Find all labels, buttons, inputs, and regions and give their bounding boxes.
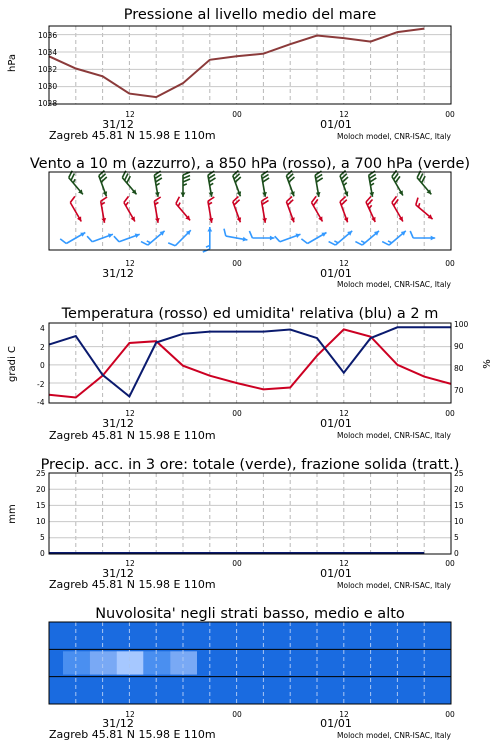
temperature-line [49,329,451,397]
temperature-xtick: 00 [232,409,242,418]
barb-feather [73,179,75,183]
barb-head [181,193,186,198]
precip-ylabel: mm [7,504,18,524]
humidity-ylabel: % [482,359,493,369]
location-label: Zagreb 45.81 N 15.98 E 110m [49,429,216,442]
precip-xtick: 12 [125,559,135,568]
model-credit: Moloch model, CNR-ISAC, Italy [337,581,451,590]
cloud-cell [117,651,144,674]
precip-ytick: 20 [36,485,46,494]
pressure-panel [7,7,455,142]
wind-date: 31/12 [102,267,134,280]
barb-feather [275,236,280,242]
clouds-title: Nuvolosita' negli strati basso, medio e alto [95,606,405,622]
temperature-date: 31/12 [102,417,134,430]
precip-date: 01/01 [320,567,352,580]
pressure-xtick: 00 [232,110,242,119]
pressure-grid [49,26,451,104]
precip-y-ticks [36,469,46,558]
precip-ytick: 15 [36,501,46,510]
wind-barb-10m [249,231,274,240]
precip-ytick-right: 15 [454,501,464,510]
barb-feather [147,241,151,243]
precip-ytick: 10 [36,517,46,526]
location-label: Zagreb 45.81 N 15.98 E 110m [49,129,216,142]
barb-feather [156,183,160,185]
wind-barb-10m [355,231,379,245]
wind-panel [30,156,470,289]
precip-xtick: 00 [232,559,242,568]
pressure-ytick: 1032 [38,65,58,74]
wind-barb-10m [60,233,85,244]
temperature-xtick: 00 [445,409,455,418]
pressure-date: 01/01 [320,118,352,131]
barb-feather [60,239,66,244]
barb-feather [382,242,389,246]
wind-barb-700 [262,171,270,197]
barb-feather [361,241,365,243]
wind-barb-10m [301,233,326,244]
clouds-xtick: 00 [445,710,455,719]
barb-feather [101,197,107,201]
wind-barb-10m [87,234,113,242]
temperature-ytick: 2 [40,343,45,352]
pressure-ytick: 1034 [38,48,58,57]
cloud-cell [170,651,197,674]
pressure-ytick: 1030 [38,82,58,91]
pressure-title: Pressione al livello medio del mare [123,7,377,23]
temperature-grid [49,323,451,403]
wind-title: Vento a 10 m (azzurro), a 850 hPa (rosso), a 700 hPa (verde) [29,156,471,172]
barb-feather [183,179,190,182]
precip-ytick-right: 20 [454,485,464,494]
barb-feather [87,236,92,242]
wind-xtick: 12 [125,259,135,268]
cloud-cell [143,651,170,674]
barb-feather [168,243,175,246]
barb-feather [154,197,160,201]
precip-frame [49,473,451,554]
barb-feather [71,174,74,181]
precip-ytick-right: 0 [454,549,459,558]
barb-feather [371,183,375,185]
barb-feather [124,196,129,202]
humidity-ytick: 100 [454,320,469,329]
pressure-xtick: 12 [125,110,135,119]
wind-barb-10m [203,227,212,252]
temperature-xtick: 12 [125,409,135,418]
model-credit: Moloch model, CNR-ISAC, Italy [337,431,451,440]
barb-feather [176,197,180,204]
barb-feather [125,174,128,181]
humidity-ytick: 80 [454,364,464,373]
wind-barbs [60,170,435,252]
pressure-ylabel: hPa [7,53,18,73]
precip-ytick: 0 [40,549,45,558]
barb-feather [301,239,307,244]
location-label: Zagreb 45.81 N 15.98 E 110m [49,728,216,741]
humidity-y-ticks [454,320,469,395]
wind-x-axis [102,259,455,289]
temperature-y-ticks [37,324,45,407]
precip-ytick-right: 5 [454,533,459,542]
wind-barb-10m [382,231,406,245]
pressure-xtick: 00 [445,110,455,119]
barb-feather [344,183,347,186]
temperature-ytick: 0 [40,361,45,370]
wind-frame [49,172,451,250]
wind-barb-10m [141,231,165,245]
precip-xtick: 12 [339,559,349,568]
wind-barb-10m [275,234,301,242]
barb-head [270,236,275,241]
barb-feather [329,242,336,246]
barb-feather [210,183,214,185]
wind-barb-700 [154,171,162,197]
barb-feather [101,202,105,204]
barb-feather [224,229,226,236]
wind-barb-850 [101,197,107,223]
barb-feather [209,202,213,204]
model-credit: Moloch model, CNR-ISAC, Italy [337,280,451,289]
barb-feather [70,196,75,202]
barb-head [431,236,436,241]
cloud-cell [90,651,117,674]
temperature-ytick: -4 [37,398,45,407]
pressure-date: 31/12 [102,118,134,131]
barb-feather [114,236,119,242]
wind-xtick: 00 [445,259,455,268]
temperature-panel [7,306,493,442]
wind-barb-850 [208,197,214,223]
temperature-ytick: -2 [37,380,45,389]
temperature-xtick: 12 [339,409,349,418]
wind-xtick: 12 [339,259,349,268]
clouds-xtick: 00 [232,710,242,719]
wind-barb-10m [410,231,435,240]
precip-y-ticks-right [454,469,464,558]
barb-feather [249,231,252,238]
pressure-frame [49,26,451,104]
temperature-frame [49,323,451,403]
barb-feather [126,202,129,205]
model-credit: Moloch model, CNR-ISAC, Italy [337,132,451,141]
pressure-y-ticks [38,31,57,108]
wind-xtick: 00 [232,259,242,268]
clouds-xtick: 12 [339,710,349,719]
humidity-ytick: 70 [454,386,464,395]
humidity-ytick: 90 [454,342,464,351]
precip-ytick: 25 [36,469,46,478]
precip-ytick: 5 [40,533,45,542]
precip-title: Precip. acc. in 3 ore: totale (verde), frazione solida (tratt.) [40,457,460,473]
clouds-date: 01/01 [320,717,352,730]
temperature-date: 01/01 [320,417,352,430]
clouds-heatmap [49,622,451,704]
pressure-xtick: 12 [339,110,349,119]
wind-barb-10m [168,230,191,246]
barb-feather [416,198,418,205]
precip-panel [7,457,464,591]
barb-feather [388,241,392,243]
model-credit: Moloch model, CNR-ISAC, Italy [337,731,451,740]
barb-feather [355,242,362,246]
clouds-xtick: 12 [125,710,135,719]
precip-ytick-right: 10 [454,517,464,526]
pressure-ytick: 1028 [38,99,58,108]
temperature-series [49,327,451,397]
wind-barb-10m [329,231,353,245]
clouds-date: 31/12 [102,717,134,730]
cloud-cell [63,651,90,674]
wind-barb-700 [181,172,190,197]
barb-feather [183,176,190,179]
precip-xtick: 00 [445,559,455,568]
wind-barb-850 [154,197,160,223]
wind-barb-700 [208,171,216,197]
pressure-ytick: 1036 [38,31,58,40]
temperature-ylabel: gradi C [7,346,18,382]
barb-feather [334,241,338,243]
barb-feather [369,205,372,208]
clouds-x-axis [49,710,455,741]
barb-feather [419,174,422,181]
temperature-title: Temperatura (rosso) ed umidita' relativa (blu) a 2 m [61,306,439,322]
wind-barb-700 [315,171,323,197]
precip-date: 31/12 [102,567,134,580]
precip-ytick-right: 25 [454,469,464,478]
precip-grid [49,473,451,554]
pressure-x-axis [49,110,455,142]
barb-feather [155,202,159,204]
barb-head [207,227,212,232]
temperature-x-axis [49,409,455,442]
barb-feather [141,242,148,246]
barb-feather [410,231,413,238]
barb-feather [419,203,420,207]
barb-feather [208,197,214,201]
precip-x-axis [49,559,455,591]
wind-barb-700 [369,171,377,197]
wind-barb-850 [262,197,269,223]
barb-feather [178,203,180,207]
temperature-ytick: 4 [40,324,45,333]
wind-barb-10m [114,234,140,242]
wind-barb-10m [224,229,247,242]
location-label: Zagreb 45.81 N 15.98 E 110m [49,578,216,591]
wind-date: 01/01 [320,267,352,280]
clouds-panel [49,606,455,741]
